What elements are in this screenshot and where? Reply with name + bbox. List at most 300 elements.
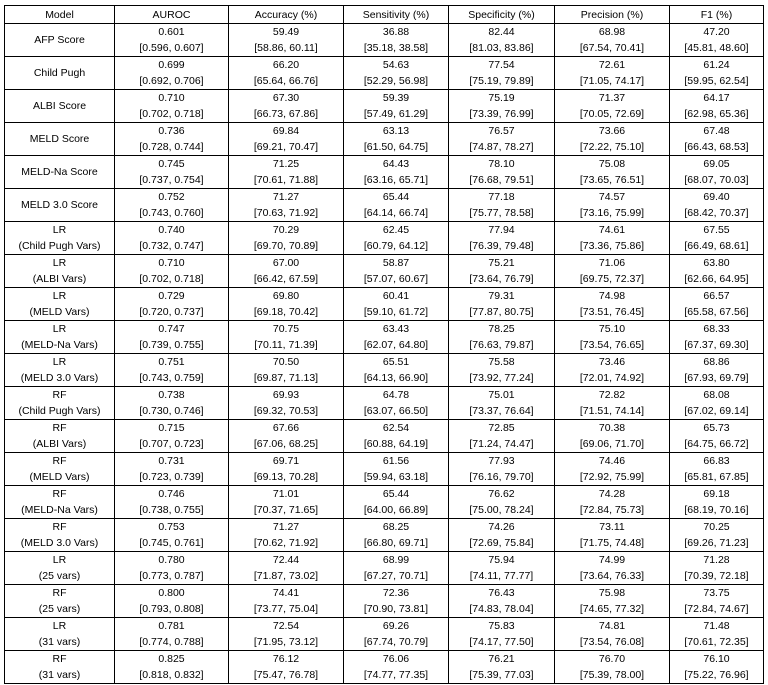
metric-cell [449,123,555,156]
table-row [5,156,764,189]
metric-value: 79.31 [488,290,515,302]
confidence-interval: [67.37, 69.30] [684,339,749,351]
metric-value: 64.17 [703,92,730,104]
metric-cell [344,486,449,519]
metric-cell [555,255,670,288]
metric-value: 73.46 [598,356,626,368]
metric-cell [229,486,344,519]
metric-cell [670,288,764,321]
model-name-line: RF [52,455,67,467]
model-cell [5,486,115,519]
metric-cell [115,57,229,90]
confidence-interval: [0.596, 0.607] [139,42,204,54]
confidence-interval: [67.74, 70.79] [363,636,429,648]
confidence-interval: [75.00, 78.24] [469,504,534,516]
metric-cell [555,90,670,123]
results-table [4,5,764,684]
confidence-interval: [69.87, 71.13] [253,372,319,384]
model-name-line: AFP Score [34,34,85,46]
metric-cell [670,453,764,486]
metric-value: 65.44 [382,488,410,500]
metric-value: 69.93 [272,389,300,401]
metric-value: 0.699 [158,59,185,71]
confidence-interval: [69.70, 70.89] [253,240,319,252]
metric-cell [229,354,344,387]
model-name-line: (25 vars) [38,603,81,615]
model-name-line: (25 vars) [38,570,81,582]
confidence-interval: [70.61, 71.88] [253,174,319,186]
metric-value: 74.41 [272,587,300,599]
metric-cell [229,24,344,57]
metric-value: 59.39 [382,92,410,104]
confidence-interval: [67.93, 69.79] [684,372,749,384]
confidence-interval: [66.80, 69.71] [363,537,429,549]
confidence-interval: [0.702, 0.718] [139,108,204,120]
metric-value: 69.40 [703,191,730,203]
metric-value: 71.27 [272,191,300,203]
metric-cell [670,486,764,519]
metric-value: 66.83 [703,455,730,467]
confidence-interval: [62.98, 65.36] [684,108,749,120]
metric-cell [670,651,764,684]
confidence-interval: [71.95, 73.12] [253,636,319,648]
confidence-interval: [0.745, 0.761] [139,537,204,549]
metric-value: 62.45 [382,224,410,236]
confidence-interval: [70.62, 71.92] [253,537,319,549]
metric-cell [555,288,670,321]
metric-value: 67.30 [272,92,300,104]
confidence-interval: [74.87, 78.27] [469,141,534,153]
confidence-interval: [77.87, 80.75] [469,306,534,318]
metric-value: 66.57 [703,290,730,302]
metric-value: 72.36 [382,587,410,599]
metric-cell [229,90,344,123]
metric-value: 75.10 [598,323,626,335]
metric-value: 76.43 [488,587,515,599]
metric-value: 68.86 [703,356,730,368]
confidence-interval: [72.69, 75.84] [469,537,534,549]
metric-value: 0.800 [158,587,185,599]
metric-cell [344,354,449,387]
model-name-line: LR [52,620,67,632]
confidence-interval: [74.77, 77.35] [363,669,429,681]
metric-value: 76.10 [703,653,730,665]
metric-cell [229,552,344,585]
metric-value: 82.44 [488,26,515,38]
metric-cell [115,123,229,156]
metric-value: 67.00 [272,257,300,269]
metric-value: 63.43 [382,323,410,335]
metric-cell [555,387,670,420]
model-cell [5,57,115,90]
metric-cell [670,222,764,255]
metric-cell [115,255,229,288]
metric-value: 74.28 [598,488,626,500]
metric-value: 69.26 [382,620,410,632]
metric-value: 78.10 [488,158,515,170]
confidence-interval: [71.75, 74.48] [579,537,645,549]
confidence-interval: [0.774, 0.788] [139,636,204,648]
metric-value: 69.05 [703,158,730,170]
metric-cell [555,651,670,684]
metric-cell [115,156,229,189]
confidence-interval: [68.07, 70.03] [684,174,749,186]
metric-cell [344,552,449,585]
metric-value: 61.56 [382,455,410,467]
metric-value: 74.57 [598,191,626,203]
confidence-interval: [52.29, 56.98] [363,75,429,87]
model-name-line: (ALBI Vars) [32,273,87,285]
column-header: AUROC [115,6,229,24]
table-row [5,519,764,552]
metric-cell [115,651,229,684]
confidence-interval: [73.54, 76.65] [579,339,645,351]
metric-value: 59.49 [272,26,300,38]
confidence-interval: [64.13, 66.90] [363,372,429,384]
metric-cell [449,585,555,618]
confidence-interval: [67.06, 68.25] [253,438,319,450]
confidence-interval: [75.77, 78.58] [469,207,534,219]
metric-value: 70.29 [272,224,300,236]
model-name-line: LR [52,323,67,335]
metric-cell [670,585,764,618]
metric-value: 47.20 [703,26,730,38]
metric-cell [115,321,229,354]
confidence-interval: [69.13, 70.28] [253,471,319,483]
metric-cell [115,453,229,486]
metric-value: 71.01 [272,488,300,500]
metric-value: 54.63 [382,59,410,71]
metric-value: 67.55 [703,224,730,236]
confidence-interval: [68.19, 70.16] [684,504,749,516]
confidence-interval: [0.720, 0.737] [139,306,204,318]
confidence-interval: [66.42, 67.59] [253,273,319,285]
confidence-interval: [72.84, 74.67] [684,603,749,615]
metric-cell [115,189,229,222]
metric-value: 74.98 [598,290,626,302]
model-name-line: (MELD-Na Vars) [21,504,98,516]
metric-value: 0.745 [158,158,185,170]
table-row [5,585,764,618]
metric-cell [344,519,449,552]
metric-cell [229,453,344,486]
model-name-line: MELD Score [29,133,90,145]
model-cell [5,387,115,420]
table-row [5,57,764,90]
confidence-interval: [76.68, 79.51] [469,174,534,186]
model-name-line: (Child Pugh Vars) [18,240,101,252]
metric-cell [449,618,555,651]
metric-cell [344,585,449,618]
metric-cell [115,519,229,552]
metric-value: 75.94 [488,554,515,566]
confidence-interval: [71.87, 73.02] [253,570,319,582]
metric-cell [115,486,229,519]
confidence-interval: [59.95, 62.54] [684,75,749,87]
metric-cell [670,24,764,57]
metric-value: 62.54 [382,422,410,434]
metric-cell [229,156,344,189]
metric-value: 66.20 [272,59,300,71]
metric-value: 36.88 [382,26,410,38]
model-cell [5,189,115,222]
table-row [5,618,764,651]
confidence-interval: [76.63, 79.87] [469,339,534,351]
metric-cell [449,255,555,288]
model-cell [5,90,115,123]
confidence-interval: [59.94, 63.18] [363,471,429,483]
metric-cell [555,222,670,255]
confidence-interval: [65.64, 66.76] [253,75,319,87]
confidence-interval: [73.65, 76.51] [579,174,645,186]
metric-cell [449,57,555,90]
model-cell [5,651,115,684]
metric-cell [670,123,764,156]
metric-cell [344,618,449,651]
metric-cell [449,222,555,255]
metric-value: 75.01 [488,389,515,401]
confidence-interval: [61.50, 64.75] [363,141,429,153]
confidence-interval: [0.728, 0.744] [139,141,204,153]
column-header: Accuracy (%) [229,6,344,24]
model-cell [5,123,115,156]
metric-cell [449,519,555,552]
metric-cell [670,156,764,189]
metric-value: 73.11 [599,521,625,533]
metric-value: 0.752 [158,191,185,203]
confidence-interval: [0.692, 0.706] [139,75,204,87]
metric-cell [555,585,670,618]
model-cell [5,24,115,57]
column-header: Precision (%) [555,6,670,24]
model-name-line: ALBI Score [32,100,87,112]
confidence-interval: [76.39, 79.48] [469,240,534,252]
metric-cell [449,420,555,453]
model-cell [5,156,115,189]
model-cell [5,354,115,387]
model-name-line: (Child Pugh Vars) [18,405,101,417]
metric-value: 68.98 [598,26,626,38]
metric-cell [670,189,764,222]
metric-cell [670,57,764,90]
column-header: Specificity (%) [449,6,555,24]
metric-value: 74.61 [598,224,626,236]
confidence-interval: [63.16, 65.71] [363,174,429,186]
metric-value: 74.26 [488,521,515,533]
metric-value: 78.25 [488,323,515,335]
metric-cell [555,420,670,453]
metric-cell [115,222,229,255]
confidence-interval: [0.707, 0.723] [139,438,204,450]
metric-value: 0.747 [158,323,185,335]
metric-value: 0.710 [158,92,185,104]
metric-value: 71.48 [703,620,730,632]
column-header: Sensitivity (%) [344,6,449,24]
confidence-interval: [69.26, 71.23] [684,537,749,549]
confidence-interval: [0.739, 0.755] [139,339,204,351]
metric-value: 58.87 [382,257,410,269]
confidence-interval: [66.49, 68.61] [684,240,749,252]
model-cell [5,255,115,288]
metric-cell [449,651,555,684]
metric-value: 72.85 [488,422,515,434]
confidence-interval: [74.17, 77.50] [469,636,534,648]
metric-value: 76.21 [488,653,515,665]
confidence-interval: [73.16, 75.99] [579,207,645,219]
metric-cell [344,321,449,354]
metric-value: 0.601 [158,26,185,38]
confidence-interval: [72.92, 75.99] [579,471,645,483]
table-row [5,123,764,156]
metric-cell [344,651,449,684]
metric-cell [229,321,344,354]
metric-value: 76.12 [272,653,300,665]
metric-cell [555,453,670,486]
metric-value: 63.13 [382,125,410,137]
model-name-line: RF [52,389,67,401]
metric-cell [670,321,764,354]
table-row [5,24,764,57]
metric-value: 74.99 [598,554,626,566]
model-cell [5,453,115,486]
metric-cell [115,585,229,618]
metric-cell [229,222,344,255]
confidence-interval: [70.90, 73.81] [363,603,429,615]
model-name-line: (ALBI Vars) [32,438,87,450]
metric-value: 0.781 [158,620,185,632]
metric-cell [115,354,229,387]
metric-value: 64.43 [382,158,410,170]
metric-cell [229,519,344,552]
metric-cell [115,387,229,420]
metric-value: 0.751 [158,356,185,368]
model-name-line: (MELD Vars) [29,471,90,483]
metric-cell [555,156,670,189]
metric-cell [344,123,449,156]
metric-cell [449,453,555,486]
table-row [5,288,764,321]
metric-value: 65.51 [382,356,410,368]
metric-cell [449,288,555,321]
confidence-interval: [70.63, 71.92] [253,207,319,219]
confidence-interval: [0.732, 0.747] [139,240,204,252]
model-cell [5,552,115,585]
metric-cell [449,552,555,585]
confidence-interval: [65.58, 67.56] [684,306,749,318]
metric-value: 0.753 [158,521,185,533]
metric-value: 72.61 [598,59,626,71]
metric-value: 72.82 [598,389,626,401]
confidence-interval: [35.18, 38.58] [363,42,429,54]
metric-cell [344,90,449,123]
metric-cell [115,288,229,321]
confidence-interval: [0.702, 0.718] [139,273,204,285]
confidence-interval: [76.16, 79.70] [469,471,534,483]
metric-cell [555,321,670,354]
metric-value: 76.62 [488,488,515,500]
metric-cell [555,24,670,57]
confidence-interval: [67.54, 70.41] [579,42,645,54]
metric-value: 64.78 [382,389,410,401]
table-row [5,486,764,519]
metric-cell [449,189,555,222]
model-name-line: LR [52,257,67,269]
confidence-interval: [0.743, 0.759] [139,372,204,384]
model-name-line: (MELD-Na Vars) [21,339,98,351]
confidence-interval: [60.79, 64.12] [363,240,429,252]
model-name-line: (31 vars) [38,669,81,681]
metric-value: 69.18 [703,488,730,500]
metric-value: 70.25 [703,521,730,533]
metric-cell [670,90,764,123]
table-row [5,222,764,255]
model-name-line: LR [52,290,67,302]
metric-value: 68.08 [703,389,730,401]
confidence-interval: [67.02, 69.14] [684,405,749,417]
metric-cell [115,24,229,57]
metric-value: 69.84 [272,125,300,137]
table-row [5,189,764,222]
confidence-interval: [0.773, 0.787] [139,570,204,582]
metric-cell [344,189,449,222]
model-cell [5,585,115,618]
metric-cell [344,453,449,486]
metric-value: 76.57 [488,125,515,137]
table-body [5,24,764,684]
confidence-interval: [60.88, 64.19] [363,438,429,450]
confidence-interval: [64.14, 66.74] [363,207,429,219]
confidence-interval: [58.86, 60.11] [254,42,318,54]
metric-cell [670,618,764,651]
table-row [5,255,764,288]
table-row [5,387,764,420]
model-cell [5,618,115,651]
table-row [5,651,764,684]
metric-cell [449,321,555,354]
confidence-interval: [57.49, 61.29] [363,108,429,120]
metric-cell [229,255,344,288]
metric-cell [344,57,449,90]
metric-cell [344,288,449,321]
model-name-line: LR [52,224,67,236]
metric-value: 71.27 [272,521,300,533]
metric-value: 75.08 [598,158,626,170]
confidence-interval: [62.07, 64.80] [363,339,429,351]
confidence-interval: [0.793, 0.808] [139,603,204,615]
model-cell [5,519,115,552]
confidence-interval: [74.65, 77.32] [579,603,645,615]
table-row [5,552,764,585]
confidence-interval: [71.51, 74.14] [579,405,645,417]
metric-cell [555,519,670,552]
metric-value: 73.75 [703,587,730,599]
confidence-interval: [67.27, 70.71] [363,570,429,582]
model-name-line: (MELD Vars) [29,306,90,318]
metric-value: 67.66 [272,422,300,434]
confidence-interval: [57.07, 60.67] [363,273,429,285]
confidence-interval: [70.11, 71.39] [254,339,318,351]
metric-value: 0.746 [158,488,185,500]
confidence-interval: [70.37, 71.65] [253,504,319,516]
confidence-interval: [0.730, 0.746] [139,405,204,417]
model-cell [5,420,115,453]
metric-cell [229,420,344,453]
confidence-interval: [70.39, 72.18] [684,570,749,582]
metric-cell [555,123,670,156]
metric-value: 0.729 [158,290,185,302]
metric-cell [449,387,555,420]
model-cell [5,321,115,354]
